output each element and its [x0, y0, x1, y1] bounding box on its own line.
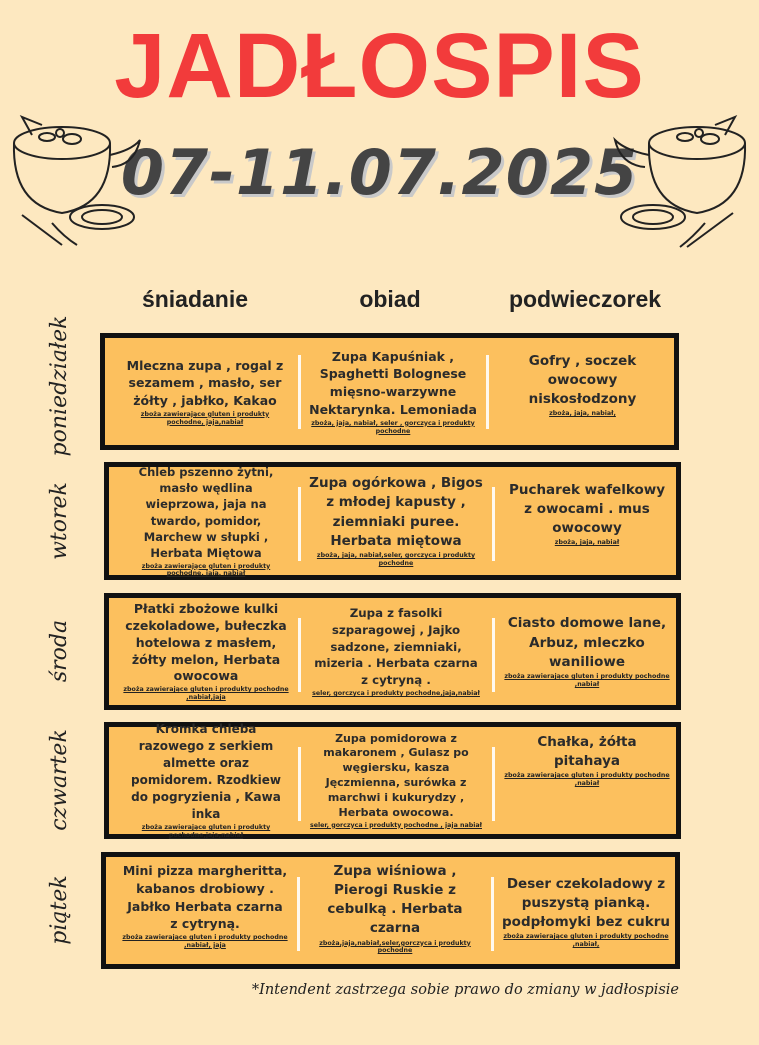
lunch-text: Zupa wiśniowa , Pierogi Ruskie z cebulką . Herbata czarna: [327, 863, 463, 937]
column-divider: [492, 487, 495, 561]
day-row-tuesday: [104, 462, 681, 580]
lunch-cell: [303, 338, 483, 445]
column-divider: [491, 877, 494, 951]
lunch-cell: [303, 467, 489, 575]
breakfast-cell: [117, 464, 295, 578]
footnote: *Intendent zastrzega sobie prawo do zmiany w jadłospisie: [251, 982, 679, 998]
column-divider: [298, 618, 301, 692]
snack-text: Deser czekoladowy z puszystą pianką. podpłomyki bez cukru: [502, 876, 670, 931]
day-label-friday: piątek: [47, 875, 72, 945]
snack-cell: [497, 727, 677, 834]
breakfast-allergens: zboża zawierające gluten i produkty pochodne ,nabiał,jaja: [123, 686, 289, 702]
snack-allergens: zboża zawierające gluten i produkty pochodne ,nabiał,: [503, 933, 669, 949]
breakfast-allergens: zboża zawierające gluten i produkty pochodne,jaja,nabiał: [141, 824, 271, 840]
breakfast-cell: [116, 857, 294, 964]
snack-text: Ciasto domowe lane, Arbuz, mleczko waniliowe: [507, 615, 667, 670]
lunch-allergens: zboża, jaja, nabiał, seler , gorczyca i produkty pochodne: [311, 419, 475, 435]
breakfast-cell: [117, 338, 293, 445]
lunch-cell: [303, 727, 489, 834]
breakfast-allergens: zboża zawierające gluten i produkty pochodne, jaja, nabiał: [141, 562, 271, 578]
lunch-cell: [303, 598, 489, 705]
column-divider: [298, 487, 301, 561]
column-divider: [492, 618, 495, 692]
breakfast-text: Kromka chleba razowego z serkiem almette oraz pomidorem. Rzodkiew do pogryzienia , Kawa inka: [131, 722, 281, 822]
column-header-lunch: obiad: [359, 286, 421, 312]
breakfast-text: Chleb pszenno żytni, masło wędlina wieprzowa, jaja na twardo, pomidor, Marchew w słupki , Herbata Miętowa: [138, 464, 274, 561]
breakfast-text: Mleczna zupa , rogal z sezamem , masło, ser żółty , jabłko, Kakao: [126, 357, 284, 409]
snack-cell: [497, 598, 677, 705]
column-divider: [298, 355, 301, 429]
lunch-allergens: seler, gorczyca i produkty pochodne,jaja,nabiał: [312, 689, 480, 697]
breakfast-allergens: zboża zawierające gluten i produkty pochodne ,nabiał, jaja: [122, 934, 288, 949]
cooking-pot-icon: [605, 95, 755, 255]
day-row-wednesday: [104, 593, 681, 710]
day-label-tuesday: wtorek: [47, 482, 72, 560]
lunch-allergens: zboża,jaja,nabiał,seler,gorczyca i produkty pochodne: [319, 939, 471, 955]
breakfast-text: Mini pizza margheritta, kabanos drobiowy . Jabłko Herbata czarna z cytryną.: [122, 863, 288, 932]
lunch-text: Zupa ogórkowa , Bigos z młodej kapusty , ziemniaki puree. Herbata miętowa: [309, 475, 483, 549]
column-divider: [486, 355, 489, 429]
column-divider: [298, 747, 301, 821]
day-label-wednesday: środa: [47, 619, 72, 683]
snack-allergens: zboża zawierające gluten i produkty pochodne ,nabiał: [504, 772, 670, 788]
snack-text: Gofry , soczek owocowy niskosłodzony: [528, 353, 637, 408]
snack-text: Chałka, żółta pitahaya: [537, 734, 637, 770]
lunch-allergens: zboża, jaja, nabiał,seler, gorczyca i produkty pochodne: [316, 551, 476, 567]
cooking-pot-icon: [2, 95, 152, 255]
column-divider: [492, 747, 495, 821]
snack-text: Pucharek wafelkowy z owocami . mus owocowy: [508, 482, 666, 537]
breakfast-cell: [117, 598, 295, 705]
date-range: 07-11.07.2025: [120, 136, 639, 209]
day-row-thursday: [104, 722, 681, 839]
day-row-monday: [100, 333, 679, 450]
day-label-monday: poniedziałek: [47, 315, 72, 457]
snack-allergens: zboża, jaja, nabiał,: [549, 410, 616, 418]
snack-allergens: zboża zawierające gluten i produkty pochodne ,nabiał: [504, 672, 670, 688]
snack-cell: [497, 467, 677, 575]
column-divider: [297, 877, 300, 951]
column-header-breakfast: śniadanie: [141, 286, 249, 312]
snack-cell: [491, 338, 674, 445]
lunch-text: Zupa Kapuśniak , Spaghetti Bolognese mięsno-warzywne Nektarynka. Lemoniada: [309, 348, 477, 417]
lunch-text: Zupa z fasolki szparagowej , Jajko sadzone, ziemniaki, mizeria . Herbata czarna z cytryną .: [314, 606, 478, 688]
lunch-allergens: seler, gorczyca i produkty pochodne , jaja nabiał: [309, 821, 482, 829]
lunch-text: Zupa pomidorowa z makaronem , Gulasz po węgiersku, kasza Jęczmienna, surówka z marchwi i kukurydzy , Herbata owocowa.: [323, 731, 469, 819]
page-title: JADŁOSPIS: [114, 15, 645, 117]
lunch-cell: [302, 857, 488, 964]
breakfast-text: Płatki zbożowe kulki czekoladowe, bułeczka hotelowa z masłem, żółty melon, Herbata owocowa: [125, 600, 287, 684]
day-label-thursday: czwartek: [47, 729, 72, 831]
day-row-friday: [101, 852, 680, 969]
snack-allergens: zboża, jaja, nabiał: [554, 539, 620, 547]
breakfast-cell: [117, 722, 295, 840]
column-header-snack: podwieczorek: [508, 286, 662, 312]
breakfast-allergens: zboża zawierające gluten i produkty pochodne, jaja,nabiał: [140, 410, 270, 426]
snack-cell: [496, 857, 676, 964]
